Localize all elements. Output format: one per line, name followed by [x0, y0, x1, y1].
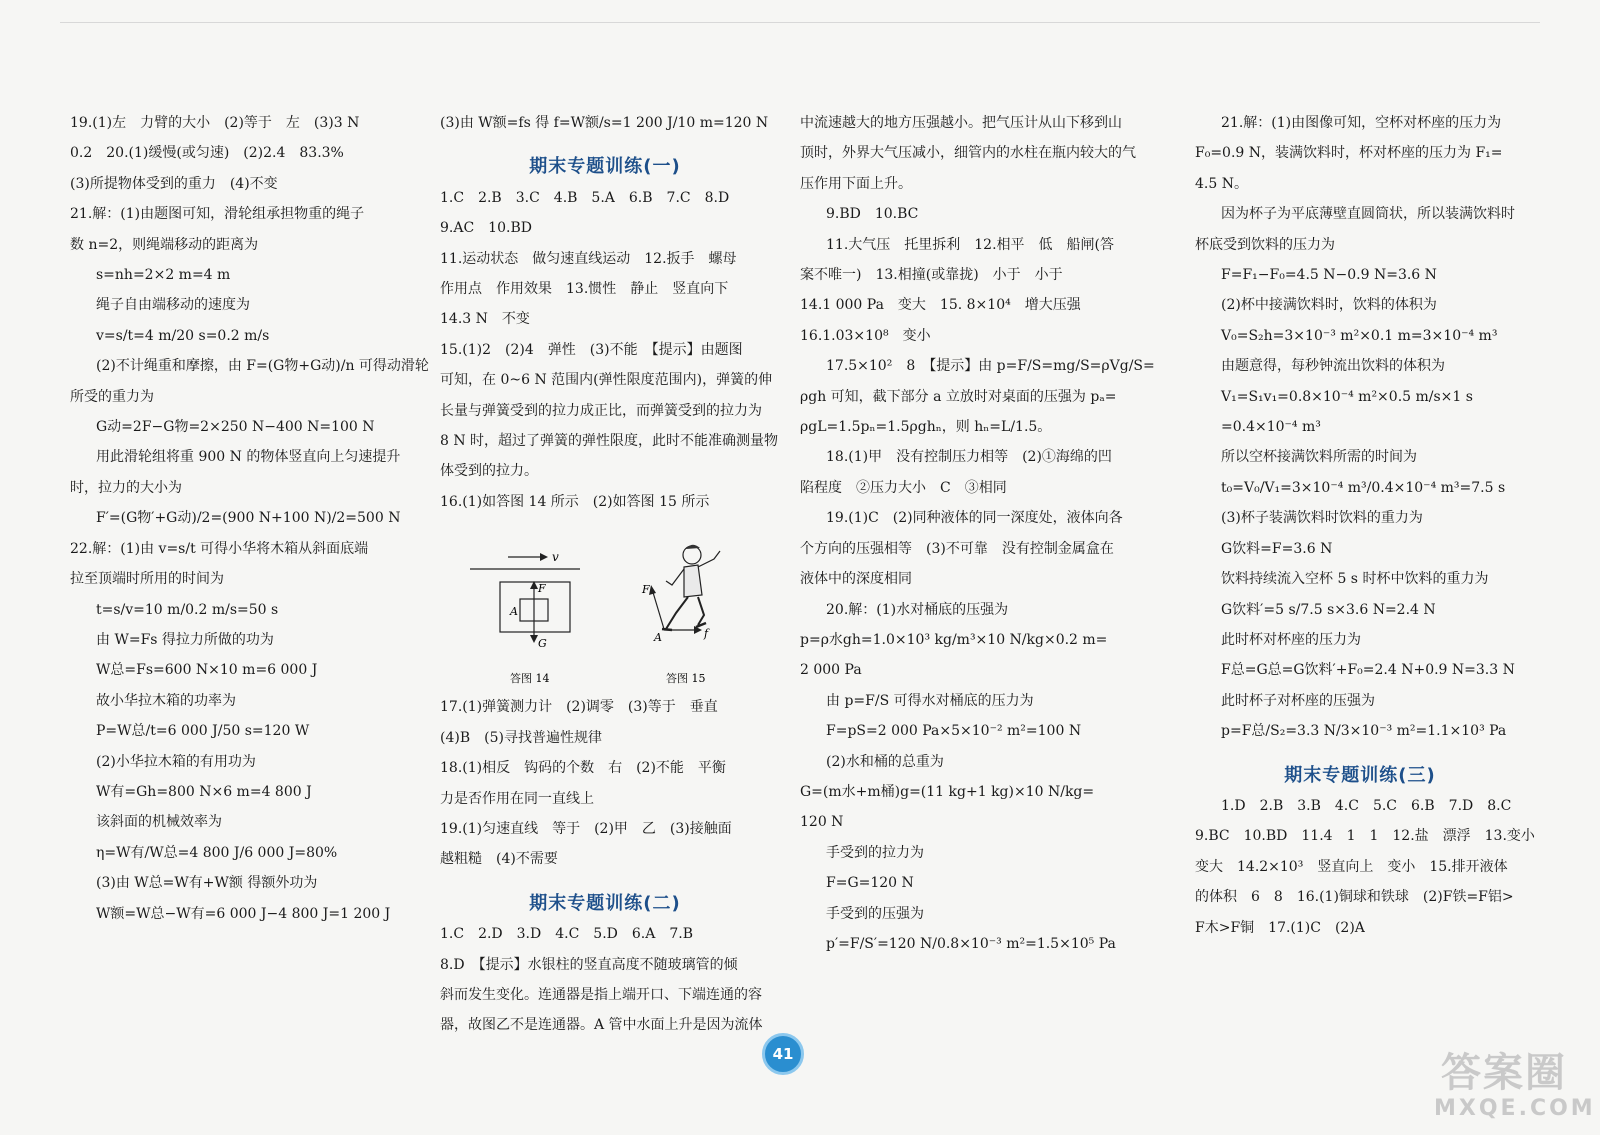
formula-line: G饮料′=5 s/7.5 s×3.6 N=2.4 N	[1221, 601, 1436, 618]
force-diagram	[470, 517, 750, 692]
formula-line: s=nh=2×2 m=4 m	[96, 267, 231, 284]
answer-line: 21.解：(1)由题图可知，滑轮组承担物重的绳子	[70, 206, 365, 223]
formula-line: ρgL=1.5pₙ=1.5ρghₙ，则 hₙ=L/1.5。	[800, 419, 1052, 436]
answer-line: 中流速越大的地方压强越小。把气压计从山下移到山	[800, 115, 1122, 131]
support-force-label: F	[642, 583, 650, 597]
answer-line: 绳子自由端移动的速度为	[96, 297, 250, 314]
answer-line: 4.5 N。	[1195, 175, 1248, 192]
answer-line: 由 p=F/S 可得水对桶底的压力为	[826, 692, 1034, 709]
answer-line: 杯底受到饮料的压力为	[1195, 236, 1335, 253]
velocity-label: v	[552, 550, 559, 565]
answer-line: 15.(1)2 (2)4 弹性 (3)不能 【提示】由题图	[440, 341, 743, 358]
force-f-label: F	[538, 582, 546, 596]
answer-line: 越粗糙 (4)不需要	[440, 851, 558, 868]
answer-line: 该斜面的机械效率为	[96, 814, 222, 831]
answer-line: 此时杯对杯座的压力为	[1221, 631, 1361, 648]
answer-line: 器，故图乙不是连通器。A 管中水面上升是因为流体	[440, 1017, 763, 1034]
answer-line: 顶时，外界大气压减小，细管内的水柱在瓶内较大的气	[800, 145, 1136, 162]
answer-line: 手受到的压强为	[826, 905, 924, 922]
formula-line: 17.5×10² 8 【提示】由 p=F/S=mg/S=ρVg/S=	[826, 358, 1155, 375]
answer-line: 19.(1)C (2)同种液体的同一深度处，液体向各	[826, 510, 1123, 527]
answer-line: 18.(1)相反 钩码的个数 右 (2)不能 平衡	[440, 760, 726, 777]
formula-line: F=G=120 N	[826, 875, 914, 892]
answer-line: 21.解：(1)由图像可知，空杯对杯座的压力为	[1221, 115, 1502, 131]
formula-line: G=(m水+m桶)g=(11 kg+1 kg)×10 N/kg=	[800, 783, 1095, 800]
answer-line: (2)水和桶的总重为	[826, 753, 944, 770]
answer-line: 17.(1)弹簧测力计 (2)调零 (3)等于 垂直	[440, 699, 718, 716]
formula-line: p=ρ水gh=1.0×10³ kg/m³×10 N/kg×0.2 m=	[800, 631, 1108, 648]
watermark-domain: MXQE.COM	[1434, 1096, 1596, 1121]
answer-line: 斜而发生变化。连通器是指上端开口、下端连通的容	[440, 986, 762, 1003]
formula-line: p=F总/S₂=3.3 N/3×10⁻³ m²=1.1×10³ Pa	[1221, 723, 1507, 740]
answer-line: 9.BD 10.BC	[826, 206, 919, 223]
formula-line: 2 000 Pa	[800, 662, 862, 679]
answer-line: 由题意得，每秒钟流出饮料的体积为	[1221, 358, 1445, 375]
answer-line: 案不唯一) 13.相撞(或靠拢) 小于 小于	[800, 267, 1063, 284]
figure-15-caption: 答图 15	[666, 672, 706, 686]
section-heading: 期末专题训练(一)	[529, 156, 681, 178]
answer-line: 因为杯子为平底薄壁直圆筒状，所以装满饮料时	[1221, 206, 1515, 223]
runner-figure	[662, 545, 720, 630]
block-label: A	[510, 605, 518, 619]
answer-line: 力是否作用在同一直线上	[440, 790, 594, 807]
formula-line: 120 N	[800, 814, 844, 831]
formula-line: η=W有/W总=4 800 J/6 000 J=80%	[96, 844, 338, 861]
answer-line: 此时杯子对杯座的压强为	[1221, 692, 1375, 709]
formula-line: (3)由 W额=fs 得 f=W额/s=1 200 J/10 m=120 N	[440, 115, 769, 131]
column-4	[1195, 108, 1535, 943]
answer-line: 用此滑轮组将重 900 N 的物体竖直向上匀速提升	[96, 449, 401, 466]
answer-line: 19.(1)左 力臂的大小 (2)等于 左 (3)3 N	[70, 115, 360, 131]
velocity-arrow-head	[540, 553, 548, 561]
answer-line: 18.(1)甲 没有控制压力相等 (2)①海绵的凹	[826, 449, 1112, 466]
answer-line: F₀=0.9 N，装满饮料时，杯对杯座的压力为 F₁=	[1195, 145, 1503, 162]
formula-line: V₁=S₁v₁=0.8×10⁻⁴ m²×0.5 m/s×1 s	[1221, 388, 1473, 405]
answer-line: 作用点 作用效果 13.惯性 静止 竖直向下	[440, 281, 729, 298]
answer-line: 16.1.03×10⁸ 变小	[800, 327, 931, 344]
answer-line: 可知，在 0~6 N 范围内(弹性限度范围内)，弹簧的伸	[440, 372, 773, 389]
answer-line: (2)杯中接满饮料时，饮料的体积为	[1221, 297, 1437, 314]
answer-line: (2)不计绳重和摩擦，由 F=(G物+G动)/n 可得动滑轮	[96, 358, 429, 375]
friction-label: f	[704, 627, 709, 641]
answer-line: (3)杯子装满饮料时饮料的重力为	[1221, 510, 1423, 527]
formula-line: W有=Gh=800 N×6 m=4 800 J	[96, 783, 312, 800]
answer-line: 由 W=Fs 得拉力所做的功为	[96, 631, 274, 648]
formula-line: W额=W总−W有=6 000 J−4 800 J=1 200 J	[96, 905, 391, 922]
watermark-text: 答案圈	[1441, 1050, 1567, 1096]
answer-line: (3)所提物体受到的重力 (4)不变	[70, 175, 278, 192]
answer-line: 时，拉力的大小为	[70, 479, 182, 496]
answer-line: 液体中的深度相同	[800, 571, 912, 588]
answer-line: 11.大气压 托里拆利 12.相平 低 船闸(答	[826, 236, 1114, 253]
formula-line: F′=(G物′+G动)/2=(900 N+100 N)/2=500 N	[96, 510, 401, 527]
answer-line: 手受到的拉力为	[826, 844, 924, 861]
formula-line: t₀=V₀/V₁=3×10⁻⁴ m³/0.4×10⁻⁴ m³=7.5 s	[1221, 479, 1506, 496]
answer-line: 故小华拉木箱的功率为	[96, 692, 236, 709]
answer-line: (2)小华拉木箱的有用功为	[96, 753, 256, 770]
column-1	[70, 108, 429, 929]
top-rule	[60, 22, 1540, 23]
answer-line: 所以空杯接满饮料所需的时间为	[1221, 449, 1417, 466]
formula-line: p′=F/S′=120 N/0.8×10⁻³ m²=1.5×10⁵ Pa	[826, 935, 1116, 952]
answer-line: 饮料持续流入空杯 5 s 时杯中饮料的重力为	[1221, 571, 1489, 588]
formula-line: F总=G总=G饮料′+F₀=2.4 N+0.9 N=3.3 N	[1221, 662, 1515, 679]
figure-14-caption: 答图 14	[510, 672, 550, 686]
answer-line: 11.运动状态 做匀速直线运动 12.扳手 螺母	[440, 250, 737, 267]
formula-line: F=F₁−F₀=4.5 N−0.9 N=3.6 N	[1221, 267, 1437, 284]
formula-line: W总=Fs=600 N×10 m=6 000 J	[96, 662, 318, 679]
answer-line: 陷程度 ②压力大小 C ③相同	[800, 479, 1007, 496]
answer-line: 数 n=2，则绳端移动的距离为	[70, 236, 259, 253]
column-3	[800, 108, 1155, 959]
answer-line: 20.解：(1)水对桶底的压强为	[826, 601, 1009, 618]
answer-line: 16.(1)如答图 14 所示 (2)如答图 15 所示	[440, 493, 710, 510]
answer-line: 22.解：(1)由 v=s/t 可得小华将木箱从斜面底端	[70, 540, 369, 557]
contact-point-label: A	[654, 631, 662, 645]
formula-line: v=s/t=4 m/20 s=0.2 m/s	[96, 327, 270, 344]
answer-line: 8 N 时，超过了弹簧的弹性限度，此时不能准确测量物	[440, 433, 779, 450]
section-heading: 期末专题训练(三)	[1284, 764, 1436, 786]
gravity-arrow-head	[530, 635, 538, 643]
answer-line: 的体积 6 8 16.(1)铜球和铁球 (2)F铁=F铝>	[1195, 889, 1514, 906]
answer-line: 1.D 2.B 3.B 4.C 5.C 6.B 7.D 8.C	[1221, 797, 1512, 814]
answer-line: 1.C 2.D 3.D 4.C 5.D 6.A 7.B	[440, 926, 693, 943]
formula-line: G动=2F−G物=2×250 N−400 N=100 N	[96, 419, 375, 436]
answer-line: 14.3 N 不变	[440, 311, 530, 328]
answer-line: 长量与弹簧受到的拉力成正比，而弹簧受到的拉力为	[440, 402, 762, 419]
answer-line: 变大 14.2×10³ 竖直向上 变小 15.排开液体	[1195, 858, 1508, 875]
answer-line: 9.AC 10.BD	[440, 220, 532, 237]
watermark-logo	[1434, 1050, 1596, 1128]
answer-line: 19.(1)匀速直线 等于 (2)甲 乙 (3)接触面	[440, 820, 732, 837]
support-force-arrow-head	[649, 585, 656, 595]
formula-line: P=W总/t=6 000 J/50 s=120 W	[96, 723, 310, 740]
answer-line: 1.C 2.B 3.C 4.B 5.A 6.B 7.C 8.D	[440, 189, 730, 206]
answer-line: 个方向的压强相等 (3)不可靠 没有控制金属盒在	[800, 540, 1114, 557]
gravity-label: G	[538, 637, 547, 651]
page-number: 41	[762, 1033, 804, 1075]
column-2	[440, 108, 779, 1041]
formula-line: F=pS=2 000 Pa×5×10⁻² m²=100 N	[826, 723, 1082, 740]
answer-line: (3)由 W总=W有+W额 得额外功为	[96, 875, 318, 892]
answer-line: 体受到的拉力。	[440, 463, 538, 480]
answer-figures	[440, 517, 770, 692]
answer-line: (4)B (5)寻找普遍性规律	[440, 729, 602, 746]
formula-line: V₀=S₂h=3×10⁻³ m²×0.1 m=3×10⁻⁴ m³	[1221, 327, 1498, 344]
answer-line: 0.2 20.(1)缓慢(或匀速) (2)2.4 83.3%	[70, 145, 344, 162]
formula-line: =0.4×10⁻⁴ m³	[1221, 419, 1321, 436]
answer-line: F木>F铜 17.(1)C (2)A	[1195, 919, 1365, 936]
answer-line: 拉至顶端时所用的时间为	[70, 571, 224, 588]
answer-line: 14.1 000 Pa 变大 15. 8×10⁴ 增大压强	[800, 297, 1081, 314]
formula-line: t=s/v=10 m/0.2 m/s=50 s	[96, 601, 279, 618]
formula-line: ρgh 可知，截下部分 a 立放时对桌面的压强为 pₐ=	[800, 388, 1117, 405]
support-force-arrow	[652, 589, 664, 629]
answer-line: 压作用下面上升。	[800, 175, 912, 192]
answer-line: 9.BC 10.BD 11.4 1 1 12.盐 漂浮 13.变小	[1195, 828, 1535, 845]
answer-line: 所受的重力为	[70, 388, 154, 405]
answer-line: 8.D 【提示】水银柱的竖直高度不随玻璃管的倾	[440, 956, 738, 973]
section-heading: 期末专题训练(二)	[529, 892, 681, 914]
formula-line: G饮料=F=3.6 N	[1221, 540, 1333, 557]
